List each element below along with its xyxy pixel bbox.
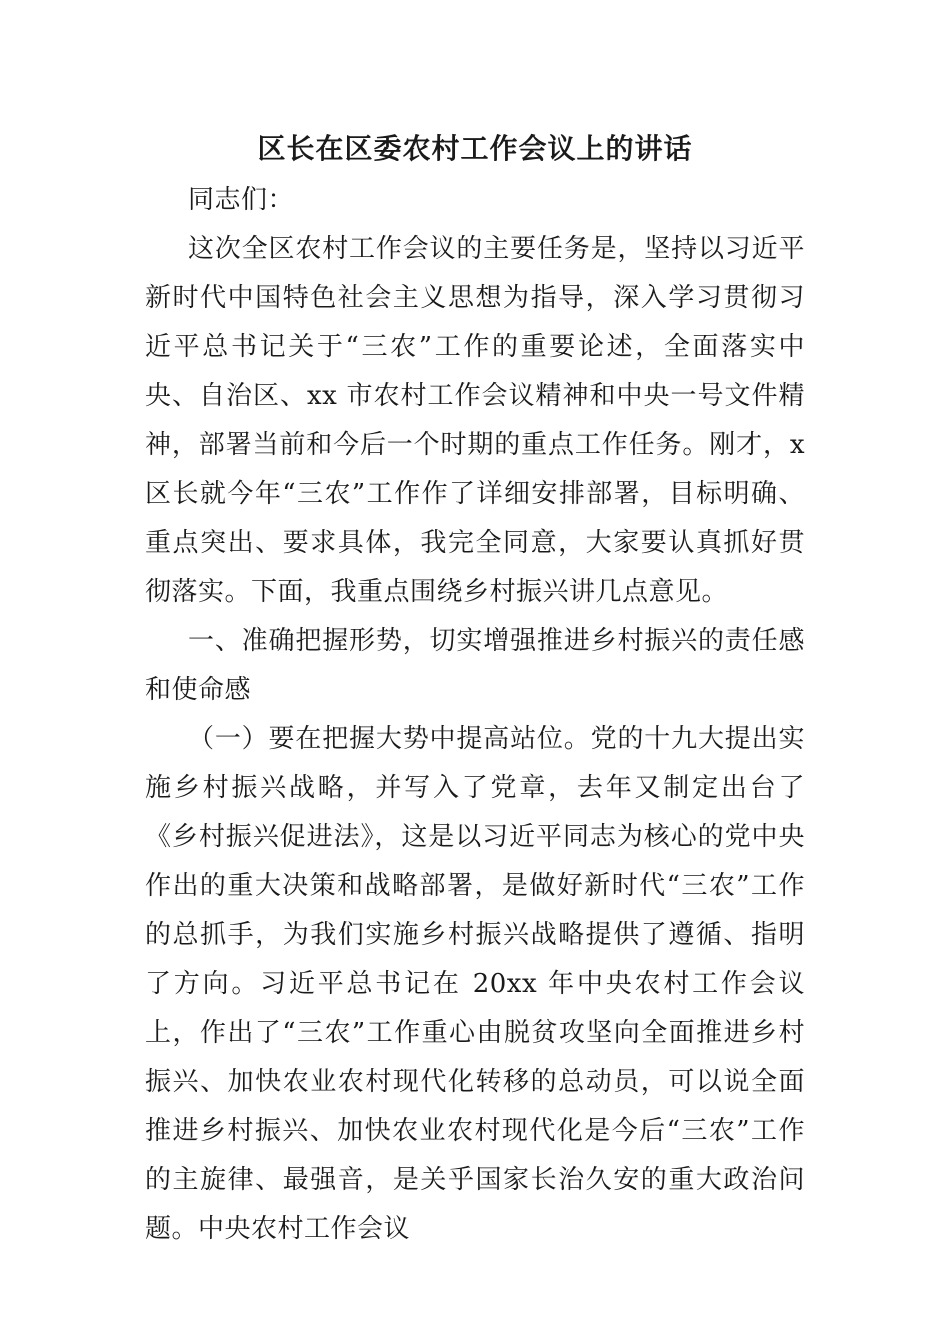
document-title: 区长在区委农村工作会议上的讲话 (257, 132, 693, 165)
salutation-line: 同志们： (188, 185, 295, 215)
paragraph-section-body: （一）要在把握大势中提高站位。党的十九大提出实施乡村振兴战略，并写入了党章，去年又制定出台了《乡村振兴促进法》，这是以习近平同志为核心的党中央作出的重大决策和战略部署，是做好新时代“三农”工作的总抓手，为我们实施乡村振兴战略提供了遵循、指明了方向。习近平总书记在 20xx 年中央农村工作会议上，作出了“三农”工作重心由脱贫攻坚向全面推进乡村振兴、加快农业农村现代化转移的总动员，可以说全面推进乡村振兴、加快农业农村现代化是今后“三农”工作的主旋律、最强音，是关乎国家长治久安的重大政治问题。中央农村工作会议 (145, 724, 805, 1244)
section-heading: 一、准确把握形势，切实增强推进乡村振兴的责任感和使命感 (145, 626, 805, 705)
document-body (145, 176, 805, 1254)
paragraph-intro: 这次全区农村工作会议的主要任务是，坚持以习近平新时代中国特色社会主义思想为指导，深入学习贯彻习近平总书记关于“三农”工作的重要论述，全面落实中央、自治区、xx 市农村工作会议精神和中央一号文件精神，部署当前和今后一个时期的重点工作任务。刚才，x 区长就今年“三农”工作作了详细安排部署，目标明确、重点突出、要求具体，我完全同意，大家要认真抓好贯彻落实。下面，我重点围绕乡村振兴讲几点意见。 (145, 234, 805, 607)
